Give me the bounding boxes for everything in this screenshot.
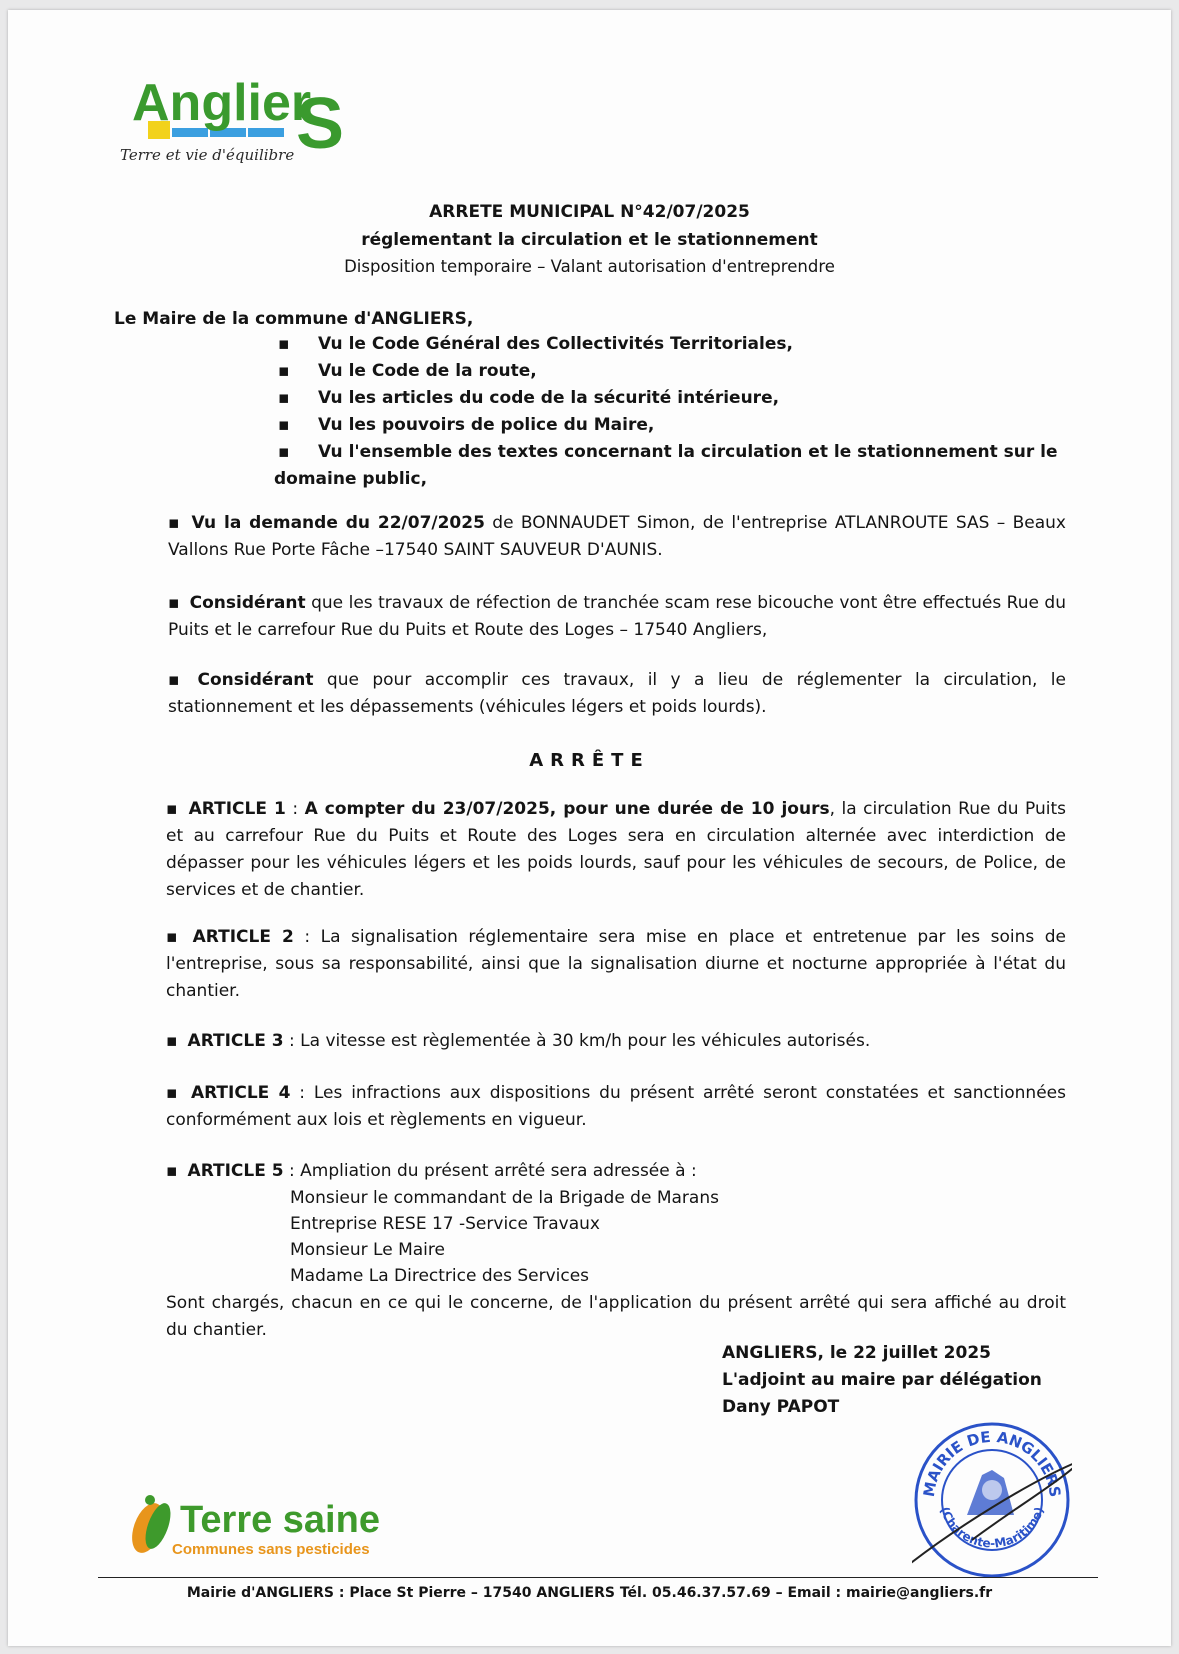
decree-subtitle: réglementant la circulation et le stationnement (361, 230, 818, 250)
svg-text:S: S (296, 84, 345, 164)
svg-text:(Charente-Maritime): (Charente-Maritime) (937, 1505, 1047, 1551)
demande-paragraph: ▪ Vu la demande du 22/07/2025 de BONNAUDET Simon, de l'entreprise ATLANROUTE SAS – Beaux Vallons Rue Porte Fâche –17540 SAINT SAUVEUR D'AUNIS. (168, 513, 1066, 560)
vu-item-continuation: domaine public, (274, 469, 428, 489)
vu-item: ▪ Vu le Code de la route, (278, 361, 537, 381)
official-stamp (912, 1420, 1072, 1580)
intro-line: Le Maire de la commune d'ANGLIERS, (114, 309, 474, 329)
article-1: ▪ ARTICLE 1 : A compter du 23/07/2025, pour une durée de 10 jours, la circulation Rue du Puits et au carrefour Rue du Puits et Route des Loges sera en circulation alternée avec interdiction de dépasser pour les véhicules légers et les poids lourds, sauf pour les véhicules de secours, de Police, de services et de chantier. (166, 799, 1066, 900)
svg-text:Anglier: Anglier (132, 74, 312, 132)
article-4: ▪ ARTICLE 4 : Les infractions aux dispositions du présent arrêté seront constatées et sanctionnées conformément aux lois et règlements en vigueur. (166, 1083, 1066, 1130)
vu-item: ▪ Vu les pouvoirs de police du Maire, (278, 415, 655, 435)
svg-text:Terre et vie d'équilibre: Terre et vie d'équilibre (120, 146, 295, 164)
footer-divider (98, 1577, 1098, 1578)
signature-block (722, 1340, 1042, 1421)
recipient: Entreprise RESE 17 -Service Travaux (290, 1214, 600, 1234)
recipient: Madame La Directrice des Services (290, 1266, 590, 1286)
decree-title: ARRETE MUNICIPAL N°42/07/2025 (429, 202, 750, 222)
terre-saine-title: Terre saine (180, 1499, 380, 1541)
signature-place-date: ANGLIERS, le 22 juillet 2025 (722, 1343, 991, 1363)
footer-email-link[interactable]: mairie@angliers.fr (846, 1585, 993, 1601)
terre-saine-subtitle: Communes sans pesticides (172, 1541, 370, 1558)
footer: Mairie d'ANGLIERS : Place St Pierre – 17540 ANGLIERS Tél. 05.46.37.57.69 – Email : mairie@angliers.fr (186, 1585, 993, 1601)
decree-subtitle-2: Disposition temporaire – Valant autorisation d'entreprendre (344, 257, 835, 276)
article-5: ▪ ARTICLE 5 : Ampliation du présent arrêté sera adressée à : (166, 1161, 697, 1181)
considerant-paragraph-2: ▪ Considérant que pour accomplir ces travaux, il y a lieu de réglementer la circulation, le stationnement et les dépassements (véhicules légers et poids lourds). (168, 670, 1066, 717)
terre-saine-logo (126, 1488, 426, 1568)
vu-item: ▪ Vu les articles du code de la sécurité intérieure, (278, 388, 780, 408)
article-2: ▪ ARTICLE 2 : La signalisation réglementaire sera mise en place et entretenue par les soins de l'entreprise, sous sa responsabilité, ainsi que la signalisation diurne et nocturne appropriée à l'état du chantier. (166, 927, 1066, 1001)
recipient: Monsieur Le Maire (290, 1240, 445, 1260)
angliers-logo (118, 68, 358, 183)
article-3: ▪ ARTICLE 3 : La vitesse est règlementée à 30 km/h pour les véhicules autorisés. (166, 1031, 871, 1051)
recipient: Monsieur le commandant de la Brigade de Marans (290, 1188, 719, 1208)
vu-item: ▪ Vu le Code Général des Collectivités Territoriales, (278, 334, 793, 354)
vu-item: ▪ Vu l'ensemble des textes concernant la circulation et le stationnement sur le (278, 442, 1058, 462)
considerant-paragraph-1: ▪ Considérant que les travaux de réfection de tranchée scam rese bicouche vont être effectués Rue du Puits et le carrefour Rue du Puits et Route des Loges – 17540 Angliers, (168, 593, 1066, 640)
document-page (8, 10, 1171, 1646)
signature-role: L'adjoint au maire par délégation (722, 1370, 1042, 1390)
signature-name: Dany PAPOT (722, 1397, 840, 1417)
svg-text:MAIRIE DE ANGLIERS: MAIRIE DE ANGLIERS (919, 1427, 1065, 1499)
vu-list (274, 331, 1068, 493)
arrete-heading: ARRÊTE (529, 750, 650, 771)
closing-paragraph: Sont chargés, chacun en ce qui le concerne, de l'application du présent arrêté qui sera affiché au droit du chantier. (166, 1293, 1066, 1340)
